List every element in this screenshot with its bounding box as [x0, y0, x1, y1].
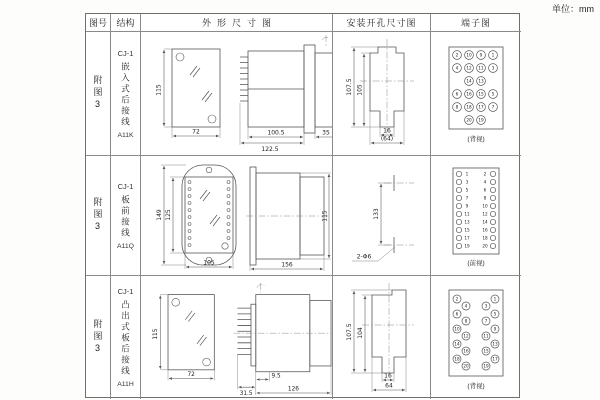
row2-terminal-dots	[188, 180, 230, 246]
dim-label: 35	[321, 129, 330, 136]
row2-fig-no: 附图3	[92, 197, 103, 234]
terminal-number: 18	[482, 235, 488, 240]
terminal-number: 8	[464, 317, 468, 323]
row3-structure-cell	[111, 276, 141, 399]
terminal-number: 3	[491, 65, 495, 71]
terminal-number: 7	[465, 195, 469, 200]
terminal-number: 9	[465, 203, 469, 208]
row3-code: A11H	[117, 381, 134, 388]
row1-model: CJ-1	[117, 48, 134, 58]
row2-terminal-drawing	[433, 162, 519, 270]
terminal-number: 14	[482, 219, 488, 224]
row1-code: A11K	[117, 131, 134, 139]
row1-install-drawing	[334, 33, 430, 155]
row1-structure-type: 嵌入式后接线	[120, 61, 131, 128]
terminal-number: 16	[482, 227, 488, 232]
terminal-number: 7	[491, 104, 495, 110]
row3-terminal-drawing	[433, 282, 519, 394]
col-header-structure: 结构	[111, 14, 141, 32]
terminal-circles	[453, 295, 499, 370]
row2-side-view	[246, 167, 331, 271]
terminal-number: 4	[483, 179, 487, 184]
terminal-number: 16	[463, 347, 469, 353]
dim-label: 105	[356, 83, 363, 96]
unit-label: 单位：mm	[552, 4, 594, 14]
dim-label: 122.5	[260, 145, 279, 153]
mounting-hole-marks	[384, 175, 414, 253]
row1-terminal-cell	[431, 32, 521, 156]
terminal-number: 15	[478, 91, 484, 97]
terminal-number: 18	[466, 104, 472, 110]
terminal-number: 18	[454, 355, 460, 361]
terminal-number: 5	[491, 91, 495, 97]
dim-label: 72	[191, 128, 200, 135]
terminal-number: 19	[478, 117, 484, 123]
terminal-number: 1	[465, 171, 469, 176]
terminal-number: 4	[455, 65, 459, 71]
row1-side-view	[240, 35, 332, 153]
terminal-number: 11	[478, 65, 484, 71]
terminal-caption: (背视)	[467, 382, 485, 390]
dim-label: 2-Φ6	[356, 253, 371, 260]
dim-label: 9.5	[271, 373, 281, 380]
terminal-number: 19	[483, 362, 489, 368]
row1-install-cell	[333, 32, 431, 156]
row3-install-cell	[333, 276, 431, 399]
row1-outline-drawing	[142, 33, 332, 155]
row2-install-cell	[333, 156, 431, 276]
row3-structure-type: 凸出式板后接线	[120, 300, 131, 377]
row1-front-view	[155, 49, 220, 138]
row2-structure-type: 板前接线	[120, 194, 131, 239]
col-header-fig-no: 图号	[86, 14, 111, 32]
col-header-terminal: 端子图	[431, 14, 521, 32]
row3-terminal-cell	[431, 276, 521, 399]
terminal-caption: (前视)	[467, 259, 485, 267]
row2-fig-no-cell	[86, 156, 111, 276]
row2-front-view	[156, 165, 236, 269]
dim-label: 115	[155, 83, 162, 96]
dim-label: 72	[187, 372, 195, 379]
terminal-number: 15	[483, 347, 489, 353]
terminal-number: 4	[464, 302, 468, 308]
dim-label: (64)	[380, 135, 393, 142]
terminal-number: 20	[466, 117, 472, 123]
dim-label: 115	[321, 209, 328, 222]
row1-outline-cell	[141, 32, 333, 156]
terminal-number: 14	[466, 78, 472, 84]
dim-label: 31.5	[239, 390, 253, 397]
terminal-number: 9	[493, 325, 497, 331]
terminal-number: 8	[455, 104, 459, 110]
dim-label: 156	[280, 261, 293, 268]
terminal-number: 17	[478, 104, 484, 110]
row3-outline-drawing	[141, 277, 332, 398]
terminal-number: 2	[483, 171, 487, 176]
terminal-circles	[456, 171, 495, 248]
dim-label: 104	[356, 327, 364, 339]
terminal-number: 6	[455, 91, 459, 97]
terminal-number: 6	[455, 310, 459, 316]
terminal-number: 12	[463, 332, 469, 338]
terminal-circles	[453, 50, 498, 124]
row1-fig-no: 附图3	[92, 75, 103, 112]
terminal-number: 15	[464, 227, 470, 232]
row2-outline-drawing	[142, 157, 332, 275]
terminal-number: 10	[454, 325, 460, 331]
row1-fig-no-cell	[86, 32, 111, 156]
terminal-number: 3	[484, 302, 488, 308]
row3-outline-cell	[141, 276, 333, 399]
row3-side-view	[234, 283, 331, 397]
terminal-number: 1	[493, 295, 497, 301]
dim-label: 16	[382, 127, 391, 134]
row3-front-view	[153, 295, 214, 381]
terminal-number: 9	[479, 52, 483, 58]
row2-terminal-cell	[431, 156, 521, 276]
terminal-number: 5	[493, 310, 497, 316]
terminal-caption: (背视)	[467, 135, 485, 143]
row2-outline-cell	[141, 156, 333, 276]
terminal-number: 2	[455, 295, 459, 301]
terminal-number: 10	[482, 203, 488, 208]
terminal-number: 17	[464, 235, 470, 240]
dim-label: 100.5	[266, 129, 285, 136]
terminal-number: 1	[491, 52, 495, 58]
dim-label: 133	[372, 207, 380, 220]
terminal-number: 12	[482, 211, 488, 216]
terminal-number: 3	[465, 179, 469, 184]
row3-install-drawing	[334, 277, 430, 398]
terminal-number: 19	[464, 243, 470, 248]
dim-label: 107.5	[345, 323, 353, 341]
terminal-number: 20	[482, 243, 488, 248]
row3-fig-no-cell	[86, 276, 111, 399]
row2-code: A11Q	[117, 242, 134, 250]
terminal-number: 10	[466, 52, 472, 58]
dim-label: 107.5	[345, 77, 353, 96]
row3-model: CJ-1	[117, 287, 134, 296]
col-header-outline: 外形尺寸图	[141, 14, 333, 32]
dim-label: 125	[164, 208, 172, 221]
dim-label: 149	[155, 208, 163, 221]
terminal-number: 2	[455, 52, 459, 58]
row3-fig-no: 附图3	[92, 319, 103, 356]
terminal-number: 7	[484, 317, 488, 323]
spec-table	[85, 13, 520, 398]
terminal-number: 11	[464, 211, 470, 216]
dim-label: 16	[383, 372, 392, 380]
terminal-number: 20	[463, 362, 469, 368]
terminal-number: 12	[466, 65, 472, 71]
row1-structure-cell	[111, 32, 141, 156]
dim-label: 115	[152, 328, 159, 340]
terminal-number: 13	[492, 340, 498, 346]
row2-model: CJ-1	[117, 181, 134, 191]
row1-terminal-drawing	[433, 41, 519, 147]
terminal-number: 6	[483, 187, 487, 192]
terminal-number: 16	[466, 91, 472, 97]
dim-label: 64	[384, 382, 393, 390]
terminal-number: 11	[483, 332, 489, 338]
terminal-number: 8	[483, 195, 487, 200]
terminal-number: 13	[478, 78, 484, 84]
terminal-number: 14	[454, 340, 460, 346]
terminal-number: 13	[464, 219, 470, 224]
dim-label: 126	[287, 386, 299, 393]
dim-label: 105	[202, 259, 215, 266]
col-header-install: 安装开孔尺寸图	[333, 14, 431, 32]
row2-install-drawing	[334, 157, 430, 275]
terminal-number: 17	[492, 355, 498, 361]
row2-structure-cell	[111, 156, 141, 276]
terminal-number: 5	[465, 187, 469, 192]
